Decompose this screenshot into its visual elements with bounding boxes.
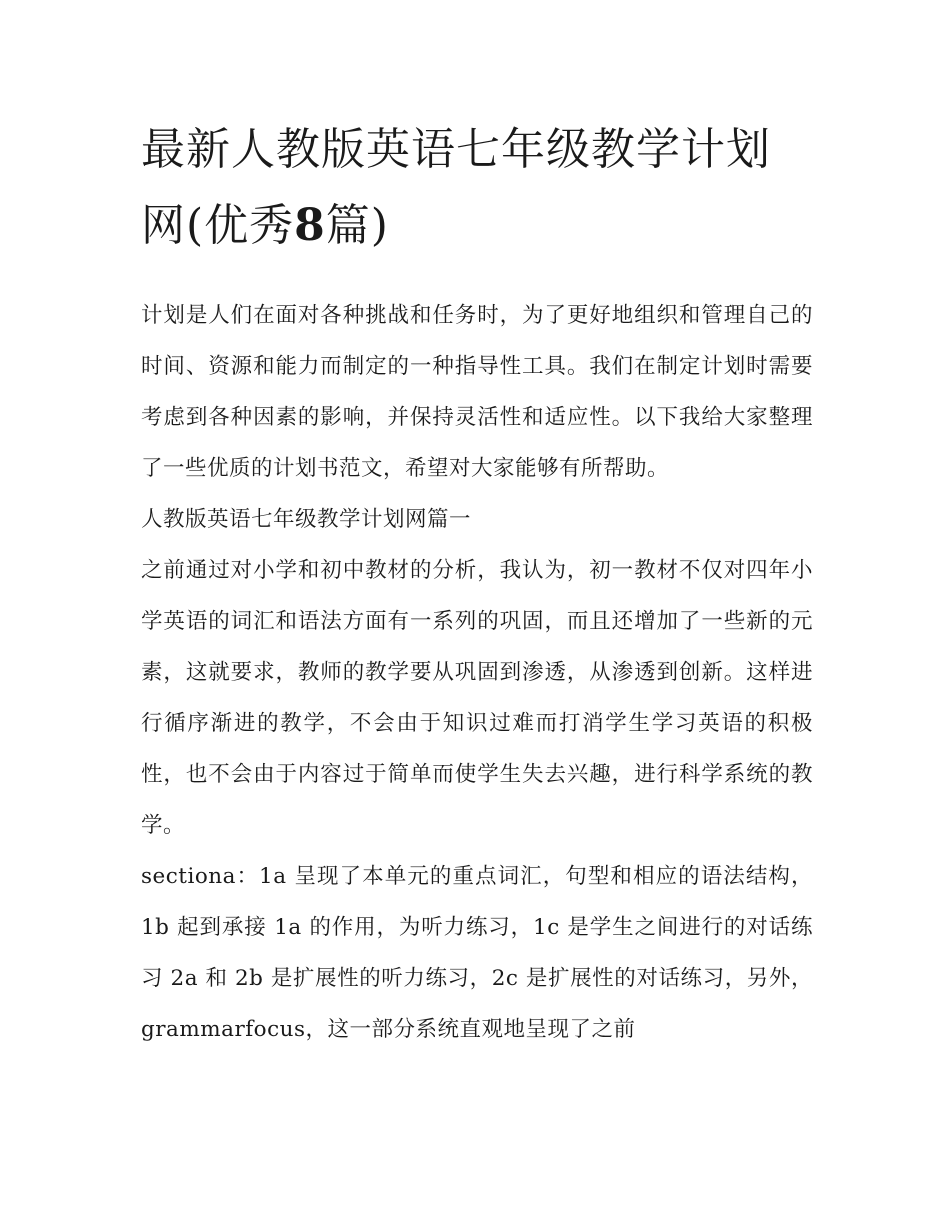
intro-paragraph: 计划是人们在面对各种挑战和任务时，为了更好地组织和管理自己的时间、资源和能力而制定的一种指导性工具。我们在制定计划时需要考虑到各种因素的影响，并保持灵活性和适应性。以下我给大家整理了一些优质的计划书范文，希望对大家能够有所帮助。 (141, 303, 813, 481)
document-body (141, 290, 813, 1055)
body-paragraph: sectiona：1a 呈现了本单元的重点词汇，句型和相应的语法结构，1b 起到承接 1a 的作用，为听力练习，1c 是学生之间进行的对话练习 2a 和 2b 是扩展性的听力练习，2c 是扩展性的对话练习，另外，grammarfocus，这一部分系统直观地呈现了之前 (141, 864, 813, 1042)
title-text-part1: 最新人教版英语七年级教学计划网(优秀 (141, 124, 771, 251)
section-heading: 人教版英语七年级教学计划网篇一 (141, 507, 472, 532)
document-title (141, 112, 813, 264)
title-text-part2: 篇) (325, 200, 389, 251)
title-number: 8 (294, 200, 326, 251)
document-page (141, 112, 813, 1055)
body-paragraph: 之前通过对小学和初中教材的分析，我认为，初一教材不仅对四年小学英语的词汇和语法方面有一系列的巩固，而且还增加了一些新的元素，这就要求，教师的教学要从巩固到渗透，从渗透到创新。这样进行循序渐进的教学，不会由于知识过难而打消学生学习英语的积极性，也不会由于内容过于简单而使学生失去兴趣，进行科学系统的教学。 (141, 558, 813, 838)
